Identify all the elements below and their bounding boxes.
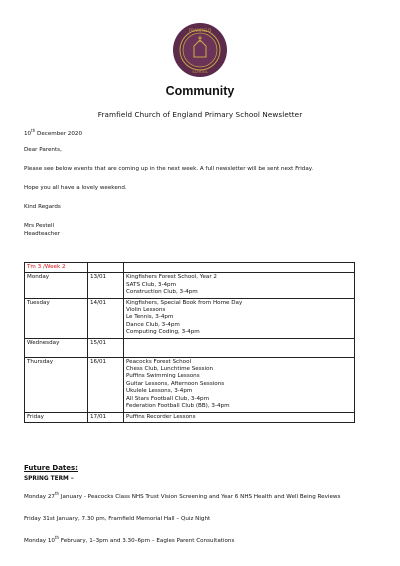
future-date-item: Monday 10th February, 1–3pm and 3.30–6pm – Eagles Parent Consultations: [24, 535, 235, 544]
schedule-events: [124, 273, 355, 298]
table-row: [25, 412, 355, 422]
schedule-day: Wednesday: [25, 338, 88, 357]
closing-hope: Hope you all have a lovely weekend.: [24, 185, 127, 191]
table-row: [25, 263, 355, 273]
event-line: Kingfishers Forest School, Year 2: [126, 274, 217, 281]
event-line: Chess Club, Lunchtime Session: [126, 366, 214, 373]
event-line: Kingfishers, Special Book from Home Day: [126, 299, 243, 306]
logo-text-bottom: SCHOOL: [192, 70, 208, 74]
event-line: Construction Club, 3-4pm: [126, 289, 198, 296]
signature-name: Mrs Pestell: [24, 223, 55, 229]
event-line: Peacocks Forest School: [126, 358, 192, 365]
event-line: Guitar Lessons, Afternoon Sessions: [126, 380, 225, 387]
signature-role: Headteacher: [24, 231, 61, 237]
schedule-date: 17/01: [88, 412, 124, 422]
school-crest-logo: [172, 22, 228, 78]
event-line: Violin Lessons: [126, 307, 166, 314]
future-date-item: Friday 31st January, 7.30 pm, Framfield Memorial Hall – Quiz Night: [24, 516, 211, 522]
table-row: [25, 273, 355, 298]
schedule-date: 15/01: [88, 338, 124, 357]
event-line: Federation Football Club (BB), 3-4pm: [126, 403, 230, 410]
table-row: [25, 357, 355, 412]
term-week-header: Tm 3 /Week 2: [25, 263, 88, 273]
schedule-events: [124, 298, 355, 338]
schedule-day: Friday: [25, 412, 88, 422]
event-line: Le Tennis, 3-4pm: [126, 314, 174, 321]
event-line: SATS Club, 3-4pm: [126, 281, 177, 288]
page-title: Community: [165, 84, 235, 98]
schedule-date: 14/01: [88, 298, 124, 338]
greeting: Dear Parents,: [24, 147, 62, 153]
page-subtitle: Framfield Church of England Primary School Newsletter: [97, 110, 303, 119]
future-date-item: Monday 27th January - Peacocks Class NHS Trust Vision Screening and Year 6 NHS Health and Well Being Reviews: [24, 491, 341, 500]
event-line: Computing Coding, 3-4pm: [126, 329, 200, 336]
intro-text: Please see below events that are coming up in the next week. A full newsletter will be sent next Friday.: [24, 166, 314, 172]
event-line: All Stars Football Club, 3-4pm: [126, 395, 210, 402]
table-row: [25, 338, 355, 357]
schedule-events: [124, 338, 355, 357]
weekly-schedule-table: [24, 262, 355, 423]
spring-term-label: SPRING TERM –: [24, 476, 74, 482]
schedule-date: 16/01: [88, 357, 124, 412]
schedule-events: [124, 412, 355, 422]
signoff: Kind Regards: [24, 204, 61, 210]
logo-text-top: FRAMFIELD: [188, 28, 212, 33]
future-dates-heading: Future Dates:: [24, 464, 78, 472]
event-line: Dance Club, 3-4pm: [126, 321, 180, 328]
schedule-date: 13/01: [88, 273, 124, 298]
table-row: [25, 298, 355, 338]
event-line: Puffins Recorder Lessons: [126, 413, 196, 420]
schedule-day: Monday: [25, 273, 88, 298]
schedule-day: Thursday: [25, 357, 88, 412]
schedule-day: Tuesday: [25, 298, 88, 338]
event-line: Puffins Swimming Lessons: [126, 373, 200, 380]
schedule-events: [124, 357, 355, 412]
event-line: Ukulele Lessons, 3-4pm: [126, 388, 193, 395]
letter-date: 10th December 2020: [24, 128, 83, 137]
